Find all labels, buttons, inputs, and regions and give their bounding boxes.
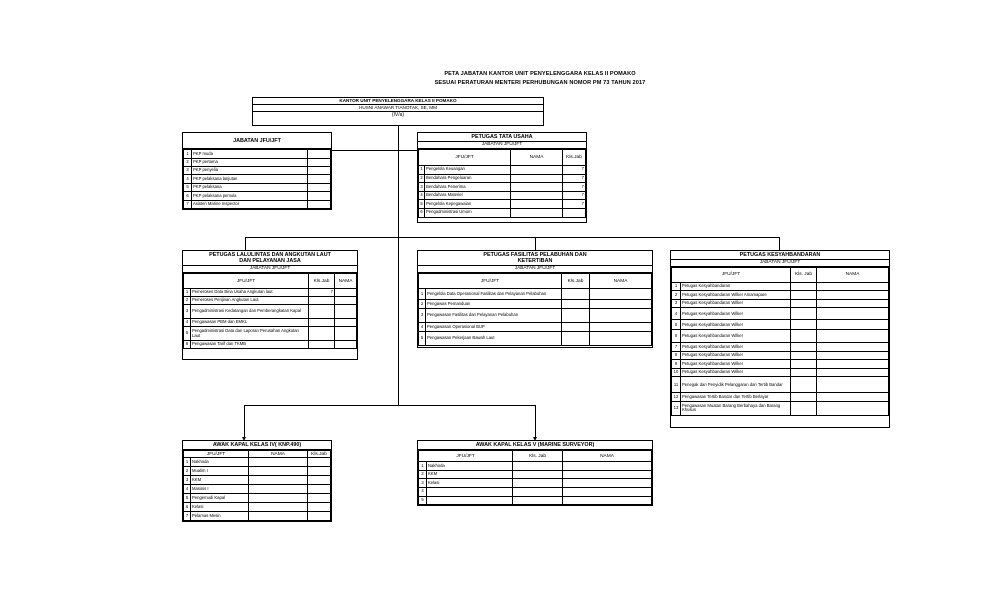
table-row: 6 PKP pelaksana pemula bbox=[184, 192, 331, 200]
table-header-row: JFU/JFT Kls.Jab NAMA bbox=[184, 274, 357, 289]
kesyahbandaran-title: PETUGAS KESYAHBANDARAN bbox=[671, 251, 889, 260]
table-row: 1 Pengelola Data Operasional Fasilitas dan Pelayanan Pelabuhan bbox=[419, 289, 652, 300]
table-row: 1 Pengelola Keuangan 7 bbox=[419, 165, 586, 174]
table-row: 2 Petugas Kesyahbandaran Wilker Amamapare bbox=[672, 291, 889, 300]
fasilitas-subtitle: JABATAN JFU/JFT bbox=[418, 266, 652, 273]
jfu-jft-title: JABATAN JFU/JFT bbox=[183, 133, 331, 149]
tata-usaha-table bbox=[418, 149, 586, 218]
connector-lalu-drop bbox=[245, 237, 246, 250]
awak-kapal-marine-box bbox=[417, 440, 653, 506]
table-row: 3 Pengawasan Fasilitas dan Pelayanan Pelabuhan bbox=[419, 309, 652, 323]
lalulintas-title-1: PETUGAS LALULINTAS DAN ANGKUTAN LAUT bbox=[209, 252, 331, 258]
table-header-row: JFU/JFT Kls. Jab NAMA bbox=[672, 267, 889, 282]
table-row: 3 PKP penyelia bbox=[184, 166, 331, 174]
table-row: 1 Pemeroses Data Bina Usaha Angkutan laut 7 bbox=[184, 289, 357, 297]
fasilitas-box bbox=[417, 250, 653, 348]
awak-kapal-knp-title: AWAK KAPAL KELAS IV( KNP.490) bbox=[183, 441, 331, 450]
connector-syah-drop bbox=[779, 237, 780, 250]
fasilitas-title-2: KETERTIBAN bbox=[418, 258, 652, 266]
table-row: 7 Asisten Marine Inspector bbox=[184, 200, 331, 208]
table-row: 2 Pemeroses Perijinan Angkutan Laut bbox=[184, 297, 357, 305]
table-row: 1 PKP muda bbox=[184, 150, 331, 158]
table-row: 2 Bendahara Pengeluaran 7 bbox=[419, 174, 586, 183]
table-row: 12 Pengawasan Tertib Bandar dan Tertib Berlayar bbox=[672, 393, 889, 402]
table-row: 6 Kelasi bbox=[184, 503, 331, 512]
table-row: 5 Pengemudi Kapal bbox=[184, 494, 331, 503]
page-subtitle: SESUAI PERATURAN MENTERI PERHUBUNGAN NOMOR PM 73 TAHUN 2017 bbox=[434, 80, 646, 86]
connector-middle bbox=[245, 237, 780, 238]
table-header-row: JFU/JFT NAMA Kls.Jab bbox=[419, 149, 586, 165]
kesyahbandaran-box bbox=[670, 250, 890, 428]
table-row: 5 Pengelola Kepegawaian 7 bbox=[419, 200, 586, 209]
table-row: 2 Mualim I bbox=[184, 467, 331, 476]
table-row: 5 Petugas Kesyahbandaran Wilker bbox=[672, 320, 889, 330]
table-row: 6 Petugas Kesyahbandaran Wilker bbox=[672, 330, 889, 343]
table-row: 2 Pengawas Pemanduan bbox=[419, 300, 652, 309]
lalulintas-table bbox=[183, 273, 357, 349]
head-office-box bbox=[252, 97, 544, 126]
table-row: 4 Petugas Kesyahbandaran Wilker bbox=[672, 308, 889, 320]
tata-usaha-title: PETUGAS TATA USAHA bbox=[418, 133, 586, 142]
connector-knp-drop bbox=[244, 405, 245, 438]
table-row: 4 Pengawasan Operasional BUP bbox=[419, 323, 652, 332]
table-row: 5 Pengadministrasi Data dan Laporan Perusahan Angkutan Laut bbox=[184, 327, 357, 341]
head-office-person: HUSNI ANAWAR TIANOTAK, SE, MM bbox=[253, 105, 543, 112]
table-row: 9 Petugas Kesyahbandaran Wilker bbox=[672, 360, 889, 369]
table-row: 7 Pelamas Mesin bbox=[184, 512, 331, 521]
lalulintas-subtitle: JABATAN JFU/JFT bbox=[183, 266, 357, 273]
connector-fas-drop bbox=[535, 237, 536, 250]
table-header-row: JFU/JFT Kls. Jab NAMA bbox=[419, 451, 652, 462]
jfu-jft-box bbox=[182, 132, 332, 210]
table-row: 4 Pengawasan PBM dan EMKL bbox=[184, 319, 357, 327]
page-title: PETA JABATAN KANTOR UNIT PENYELENGGARA KELAS II POMAKO bbox=[444, 71, 636, 77]
connector-lower bbox=[244, 405, 536, 406]
awak-kapal-knp-box bbox=[182, 440, 332, 522]
table-row: 6 Pengadministrasi Umum bbox=[419, 208, 586, 217]
head-office-rank: (IV/a) bbox=[391, 112, 405, 119]
table-row: 3 Petugas Kesyahbandaran Wilker bbox=[672, 299, 889, 308]
table-row: 13 Pengawasan Muatan Barang Berbahaya dan Barang Khusus bbox=[672, 401, 889, 415]
awak-kapal-marine-title: AWAK KAPAL KELAS V (MARINE SURVEYOR) bbox=[418, 441, 652, 450]
kesyahbandaran-subtitle: JABATAN JFU/JFT bbox=[671, 260, 889, 267]
lalulintas-title-2: DAN PELAYANAN JASA bbox=[183, 258, 357, 266]
table-row: 5 PKP pelaksana bbox=[184, 183, 331, 191]
table-row: 4 bbox=[419, 487, 652, 496]
table-row: 1 Nakhoda bbox=[184, 458, 331, 467]
head-office-name: KANTOR UNIT PENYELENGGARA KELAS II POMAKO bbox=[253, 98, 543, 105]
table-row: 8 Petugas Kesyahbandaran Wilker bbox=[672, 351, 889, 360]
lalulintas-box bbox=[182, 250, 358, 360]
tata-usaha-subtitle: JABATAN JFU/JFT bbox=[418, 142, 586, 149]
fasilitas-table bbox=[418, 273, 652, 346]
jfu-jft-table bbox=[183, 149, 331, 209]
table-row: 1 Nakhoda bbox=[419, 462, 652, 471]
table-header-row: JFU/JFT NAMA Kls.Jab bbox=[184, 451, 331, 458]
connector-marine-drop bbox=[535, 405, 536, 438]
awak-kapal-marine-table bbox=[418, 450, 652, 505]
table-row: 3 KKM bbox=[184, 476, 331, 485]
table-row: 2 PKP pertama bbox=[184, 158, 331, 166]
table-row: 3 Pengadministrasi Kedatangan dan Pemberangkatan Kapal bbox=[184, 305, 357, 319]
table-row: 4 Bendahara Materiel 7 bbox=[419, 191, 586, 200]
table-row: 7 Petugas Kesyahbandaran Wilker bbox=[672, 343, 889, 352]
table-row: 4 PKP pelaksana lanjutan bbox=[184, 175, 331, 183]
table-row: 11 Penegak dan Penyidik Pelanggaran dan Tertib Bandar bbox=[672, 377, 889, 393]
main-trunk-line bbox=[398, 125, 399, 405]
table-row: 2 KKM bbox=[419, 470, 652, 479]
table-row: 1 Petugas Kesyahbandaran bbox=[672, 282, 889, 291]
table-row: 3 Bendahara Penerima 7 bbox=[419, 183, 586, 192]
table-row: 5 bbox=[419, 496, 652, 505]
table-row: 4 Masinis I bbox=[184, 485, 331, 494]
table-header-row: JFU/JFT Kls.Jab NAMA bbox=[419, 274, 652, 289]
table-row: 3 Kelasi bbox=[419, 479, 652, 488]
kesyahbandaran-table bbox=[671, 267, 889, 416]
table-row: 6 Pengawasan Tarif dan TKMB bbox=[184, 341, 357, 349]
awak-kapal-knp-table bbox=[183, 450, 331, 521]
tata-usaha-box bbox=[417, 132, 587, 223]
table-row: 10 Petugas Kesyahbandaran Wilker bbox=[672, 368, 889, 377]
fasilitas-title-1: PETUGAS FASILITAS PELABUHAN DAN bbox=[483, 252, 587, 258]
table-row: 5 Pengawasan Pekerjaan Bawah Laut bbox=[419, 332, 652, 346]
